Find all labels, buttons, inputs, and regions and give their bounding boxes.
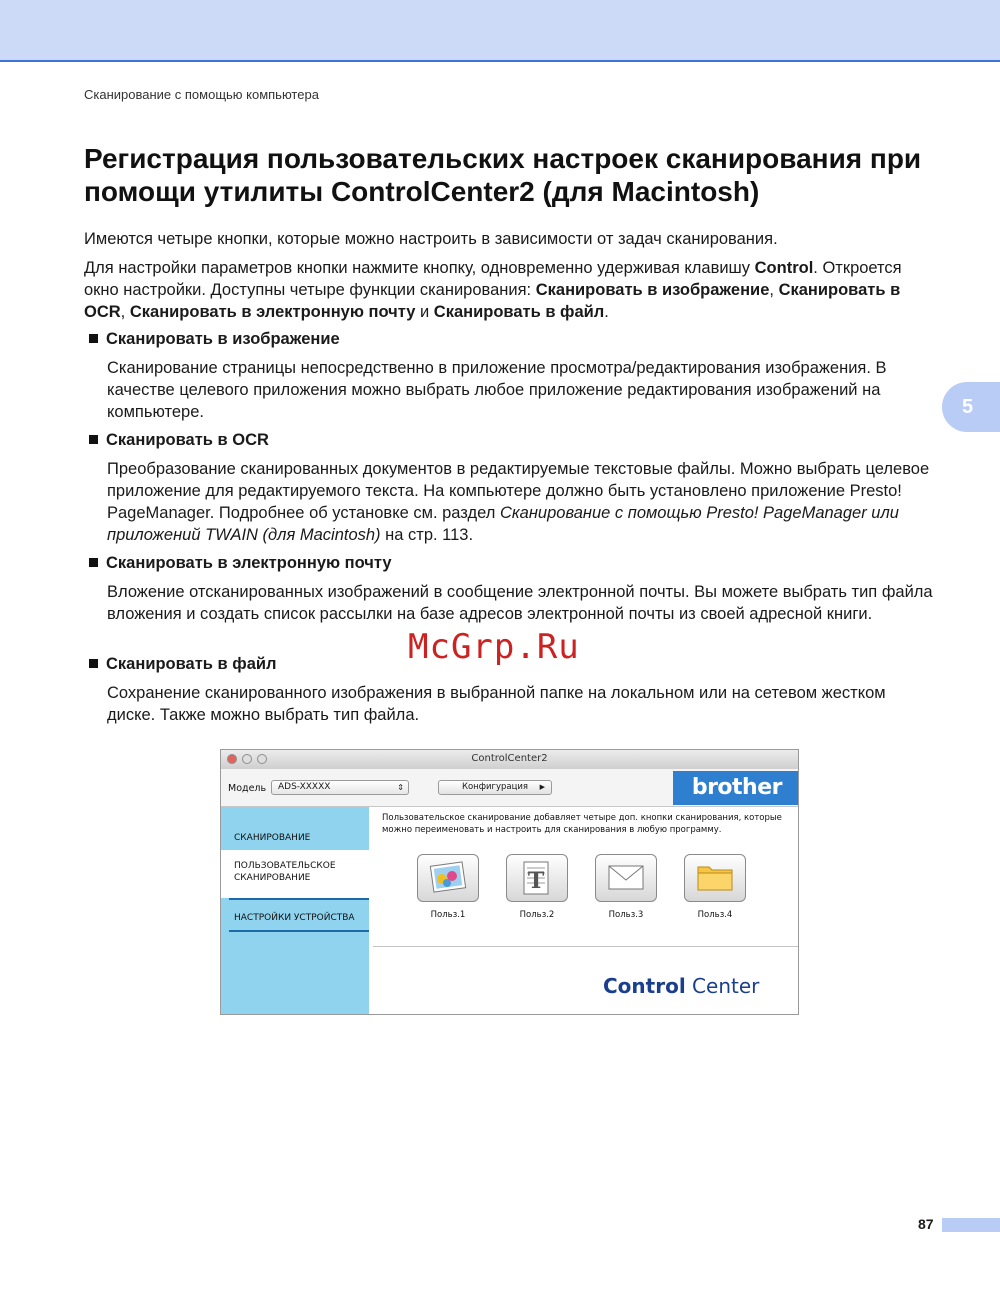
text-run: . Откроется окно настройки. Доступны четыре функции сканирования: xyxy=(84,259,902,299)
text-run: , xyxy=(769,281,779,299)
svg-text:T: T xyxy=(527,868,545,894)
chapter-tab: 5 xyxy=(942,382,1000,432)
bullet-square-icon xyxy=(89,659,98,668)
play-arrow-icon: ▶ xyxy=(539,783,545,791)
sidebar-divider xyxy=(229,898,369,900)
function-name: Сканировать в OCR xyxy=(84,281,901,321)
section-body-image: Сканирование страницы непосредственно в приложение просмотра/редактирования изображения. В качестве целевого приложения можно выбрать любое приложение редактирования изображений на компьютере. xyxy=(107,359,887,421)
section-heading-label: Сканировать в OCR xyxy=(106,431,269,449)
custom-scan-label-2: Польз.2 xyxy=(519,910,555,920)
page-number-bar xyxy=(942,1218,1000,1232)
intro-paragraph: Имеются четыре кнопки, которые можно настроить в зависимости от задач сканирования. xyxy=(84,230,778,248)
model-value: ADS-XXXXX xyxy=(278,782,331,792)
image-icon xyxy=(418,855,478,901)
folder-icon xyxy=(685,855,745,901)
model-label: Модель xyxy=(228,783,267,794)
section-heading-image xyxy=(89,328,889,350)
bullet-square-icon xyxy=(89,558,98,567)
brother-logo: brother xyxy=(673,771,799,805)
window-title: ControlCenter2 xyxy=(471,753,548,764)
section-heading-label: Сканировать в электронную почту xyxy=(106,554,392,572)
select-arrows-icon: ⇕ xyxy=(397,783,404,792)
configuration-label: Конфигурация xyxy=(461,782,529,792)
section-body-email: Вложение отсканированных изображений в сообщение электронной почты. Вы можете выбрать тип файла вложения и создать список рассылки на базе адресов электронной почты из своей адресной книги. xyxy=(107,583,933,623)
ocr-document-icon xyxy=(507,855,567,901)
configuration-button[interactable] xyxy=(438,780,552,795)
watermark: McGrp.Ru xyxy=(408,627,580,667)
custom-scan-button-1[interactable] xyxy=(417,854,479,902)
section-body-ocr xyxy=(107,458,937,546)
controlcenter-window xyxy=(220,749,799,1015)
section-heading-label: Сканировать в изображение xyxy=(106,330,340,348)
sidebar-divider xyxy=(229,930,369,932)
header-band xyxy=(0,0,1000,62)
section-heading-label: Сканировать в файл xyxy=(106,655,277,673)
content-divider xyxy=(373,946,798,947)
text-run: и xyxy=(415,303,434,321)
controlcenter-logo xyxy=(603,974,759,998)
cross-reference-link[interactable]: Сканирование с помощью Presto! PageManager или приложений TWAIN (для Macintosh) xyxy=(107,504,899,544)
custom-scan-button-4[interactable] xyxy=(684,854,746,902)
custom-scan-button-3[interactable] xyxy=(595,854,657,902)
sidebar-item-custom-scan[interactable]: ПОЛЬЗОВАТЕЛЬСКОЕ СКАНИРОВАНИЕ xyxy=(221,850,369,898)
sidebar-item-device-settings[interactable]: НАСТРОЙКИ УСТРОЙСТВА xyxy=(234,913,355,923)
custom-scan-description: Пользовательское сканирование добавляет четыре доп. кнопки сканирования, которые можно переименовать и настроить для сканирования в любую программу. xyxy=(382,813,782,835)
logo-bold-part: Control xyxy=(603,974,686,998)
page-number: 87 xyxy=(918,1216,934,1232)
function-name: Сканировать в изображение xyxy=(535,281,770,299)
instructions-paragraph xyxy=(84,257,934,323)
section-heading-ocr xyxy=(89,429,889,451)
custom-scan-label-3: Польз.3 xyxy=(608,910,644,920)
text-run: , xyxy=(120,303,130,321)
bullet-square-icon xyxy=(89,334,98,343)
function-name: Сканировать в файл xyxy=(433,303,605,321)
sidebar xyxy=(221,807,369,1015)
sidebar-item-scan[interactable]: СКАНИРОВАНИЕ xyxy=(234,833,311,843)
custom-scan-label-1: Польз.1 xyxy=(430,910,466,920)
custom-scan-button-2[interactable] xyxy=(506,854,568,902)
envelope-icon xyxy=(596,855,656,901)
section-heading-email xyxy=(89,552,889,574)
page-title: Регистрация пользовательских настроек сканирования при помощи утилиты ControlCenter2 (для Macintosh) xyxy=(84,143,922,207)
text-run: Для настройки параметров кнопки нажмите кнопку, одновременно удерживая клавишу xyxy=(84,259,755,277)
window-titlebar xyxy=(221,750,798,770)
bullet-square-icon xyxy=(89,435,98,444)
model-select[interactable] xyxy=(271,780,409,795)
logo-light-part: Center xyxy=(685,974,760,998)
section-body-file: Сохранение сканированного изображения в выбранной папке на локальном или на сетевом жестком диске. Также можно выбрать тип файла. xyxy=(107,684,886,724)
window-toolbar xyxy=(221,769,798,807)
function-name: Сканировать в электронную почту xyxy=(129,303,416,321)
text-run: на стр. 113. xyxy=(380,526,474,544)
key-name: Control xyxy=(754,259,814,277)
text-run: Преобразование сканированных документов в редактируемые текстовые файлы. Можно выбрать целевое приложение для редактируемого текста. На компьютере должно быть установлено приложение Presto! PageManager. Подробнее об установке см. раздел xyxy=(107,460,930,522)
text-run: . xyxy=(604,303,609,321)
running-header: Сканирование с помощью компьютера xyxy=(84,87,319,102)
custom-scan-label-4: Польз.4 xyxy=(697,910,733,920)
